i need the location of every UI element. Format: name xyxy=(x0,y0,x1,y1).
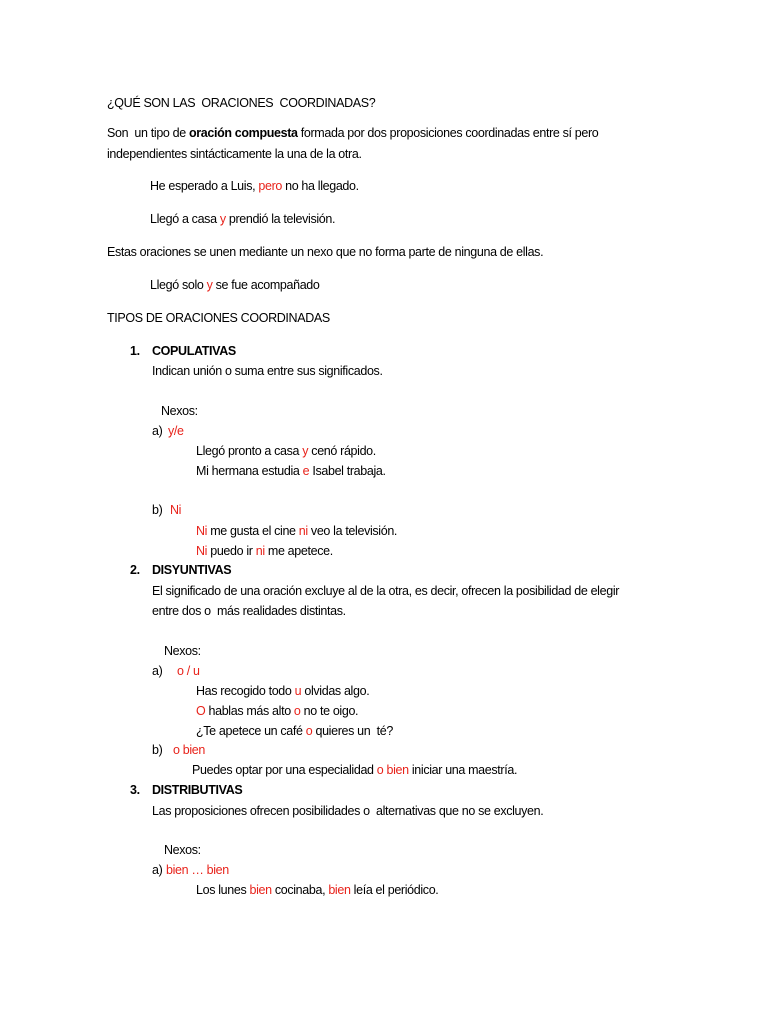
section-number: 2. xyxy=(130,563,140,577)
nexo-word: y xyxy=(302,444,309,458)
example-text: Llegó a casa xyxy=(150,212,220,226)
section-heading-disyuntivas: DISYUNTIVAS xyxy=(152,563,232,577)
nexo-word: Ni xyxy=(196,544,208,558)
example-text: Los lunes xyxy=(196,883,250,897)
intro-line-1 xyxy=(107,125,598,141)
nexo-label: y/e xyxy=(168,424,184,438)
example-text: quieres un té? xyxy=(312,724,393,738)
example-text: iniciar una maestría. xyxy=(408,763,518,777)
section-description: entre dos o más realidades distintas. xyxy=(152,604,346,618)
nexo-word: pero xyxy=(258,179,282,193)
section-description: El significado de una oración excluye al de la otra, es decir, ofrecen la posibilidad de elegir xyxy=(152,584,620,598)
types-heading: TIPOS DE ORACIONES COORDINADAS xyxy=(107,311,330,325)
nexo-word: o xyxy=(305,724,313,738)
example-sentence xyxy=(196,882,438,898)
nexos-label: Nexos: xyxy=(161,404,198,418)
example-text: puedo ir xyxy=(207,544,256,558)
nexo-example xyxy=(150,277,320,293)
example-text: Llegó pronto a casa xyxy=(196,444,303,458)
nexos-label: Nexos: xyxy=(164,843,201,857)
nexo-word: ni xyxy=(255,544,265,558)
section-description: Indican unión o suma entre sus significados. xyxy=(152,364,383,378)
section-number: 1. xyxy=(130,344,140,358)
nexo-word: u xyxy=(294,684,302,698)
list-letter: a) xyxy=(152,664,163,678)
example-sentence xyxy=(192,762,517,778)
nexo-word: O xyxy=(196,704,206,718)
intro-text: Son un tipo de xyxy=(107,126,189,140)
example-sentence xyxy=(196,463,386,479)
section-heading-distributivas: DISTRIBUTIVAS xyxy=(152,783,243,797)
example-text: me apetece. xyxy=(264,544,333,558)
example-text: no ha llegado. xyxy=(281,179,359,193)
example-text: se fue acompañado xyxy=(212,278,320,292)
example-sentence xyxy=(196,523,397,539)
intro-example xyxy=(150,178,359,194)
nexo-word: y xyxy=(206,278,213,292)
example-text: Llegó solo xyxy=(150,278,207,292)
nexo-label: o / u xyxy=(177,664,200,678)
section-heading-copulativas: COPULATIVAS xyxy=(152,344,236,358)
list-letter: a) xyxy=(152,863,163,877)
example-text: me gusta el cine xyxy=(207,524,299,538)
intro-text: formada por dos proposiciones coordinadas entre sí pero xyxy=(297,126,599,140)
example-text: cocinaba, xyxy=(271,883,329,897)
nexo-label: o bien xyxy=(173,743,205,757)
nexo-statement: Estas oraciones se unen mediante un nexo que no forma parte de ninguna de ellas. xyxy=(107,245,544,259)
example-sentence xyxy=(196,723,393,739)
intro-example xyxy=(150,211,335,227)
example-text: hablas más alto xyxy=(205,704,294,718)
list-letter: b) xyxy=(152,503,163,517)
nexo-word: bien xyxy=(328,883,351,897)
nexo-word: bien xyxy=(249,883,272,897)
example-text: no te oigo. xyxy=(300,704,359,718)
example-text: cenó rápido. xyxy=(308,444,376,458)
example-text: Puedes optar por una especialidad xyxy=(192,763,377,777)
example-sentence xyxy=(196,683,369,699)
example-sentence xyxy=(196,703,358,719)
example-sentence xyxy=(196,443,376,459)
list-letter: a) xyxy=(152,424,163,438)
nexo-word: e xyxy=(302,464,310,478)
intro-line-2: independientes sintácticamente la una de la otra. xyxy=(107,147,362,161)
nexo-label: Ni xyxy=(170,503,182,517)
nexo-word: o xyxy=(293,704,301,718)
example-text: He esperado a Luis, xyxy=(150,179,259,193)
section-description: Las proposiciones ofrecen posibilidades o alternativas que no se excluyen. xyxy=(152,804,544,818)
section-number: 3. xyxy=(130,783,140,797)
example-text: veo la televisión. xyxy=(307,524,398,538)
example-text: Isabel trabaja. xyxy=(309,464,386,478)
example-text: prendió la televisión. xyxy=(225,212,336,226)
example-sentence xyxy=(196,543,333,559)
example-text: leía el periódico. xyxy=(350,883,439,897)
nexo-word: ni xyxy=(298,524,308,538)
example-text: Mi hermana estudia xyxy=(196,464,303,478)
nexo-word: y xyxy=(219,212,226,226)
example-text: ¿Te apetece un café xyxy=(196,724,306,738)
nexo-word: Ni xyxy=(196,524,208,538)
intro-term: oración compuesta xyxy=(188,126,298,140)
nexos-label: Nexos: xyxy=(164,644,201,658)
nexo-word: o bien xyxy=(376,763,409,777)
page-title: ¿QUÉ SON LAS ORACIONES COORDINADAS? xyxy=(107,96,376,110)
example-text: olvidas algo. xyxy=(301,684,370,698)
list-letter: b) xyxy=(152,743,163,757)
nexo-label: bien … bien xyxy=(166,863,229,877)
example-text: Has recogido todo xyxy=(196,684,295,698)
